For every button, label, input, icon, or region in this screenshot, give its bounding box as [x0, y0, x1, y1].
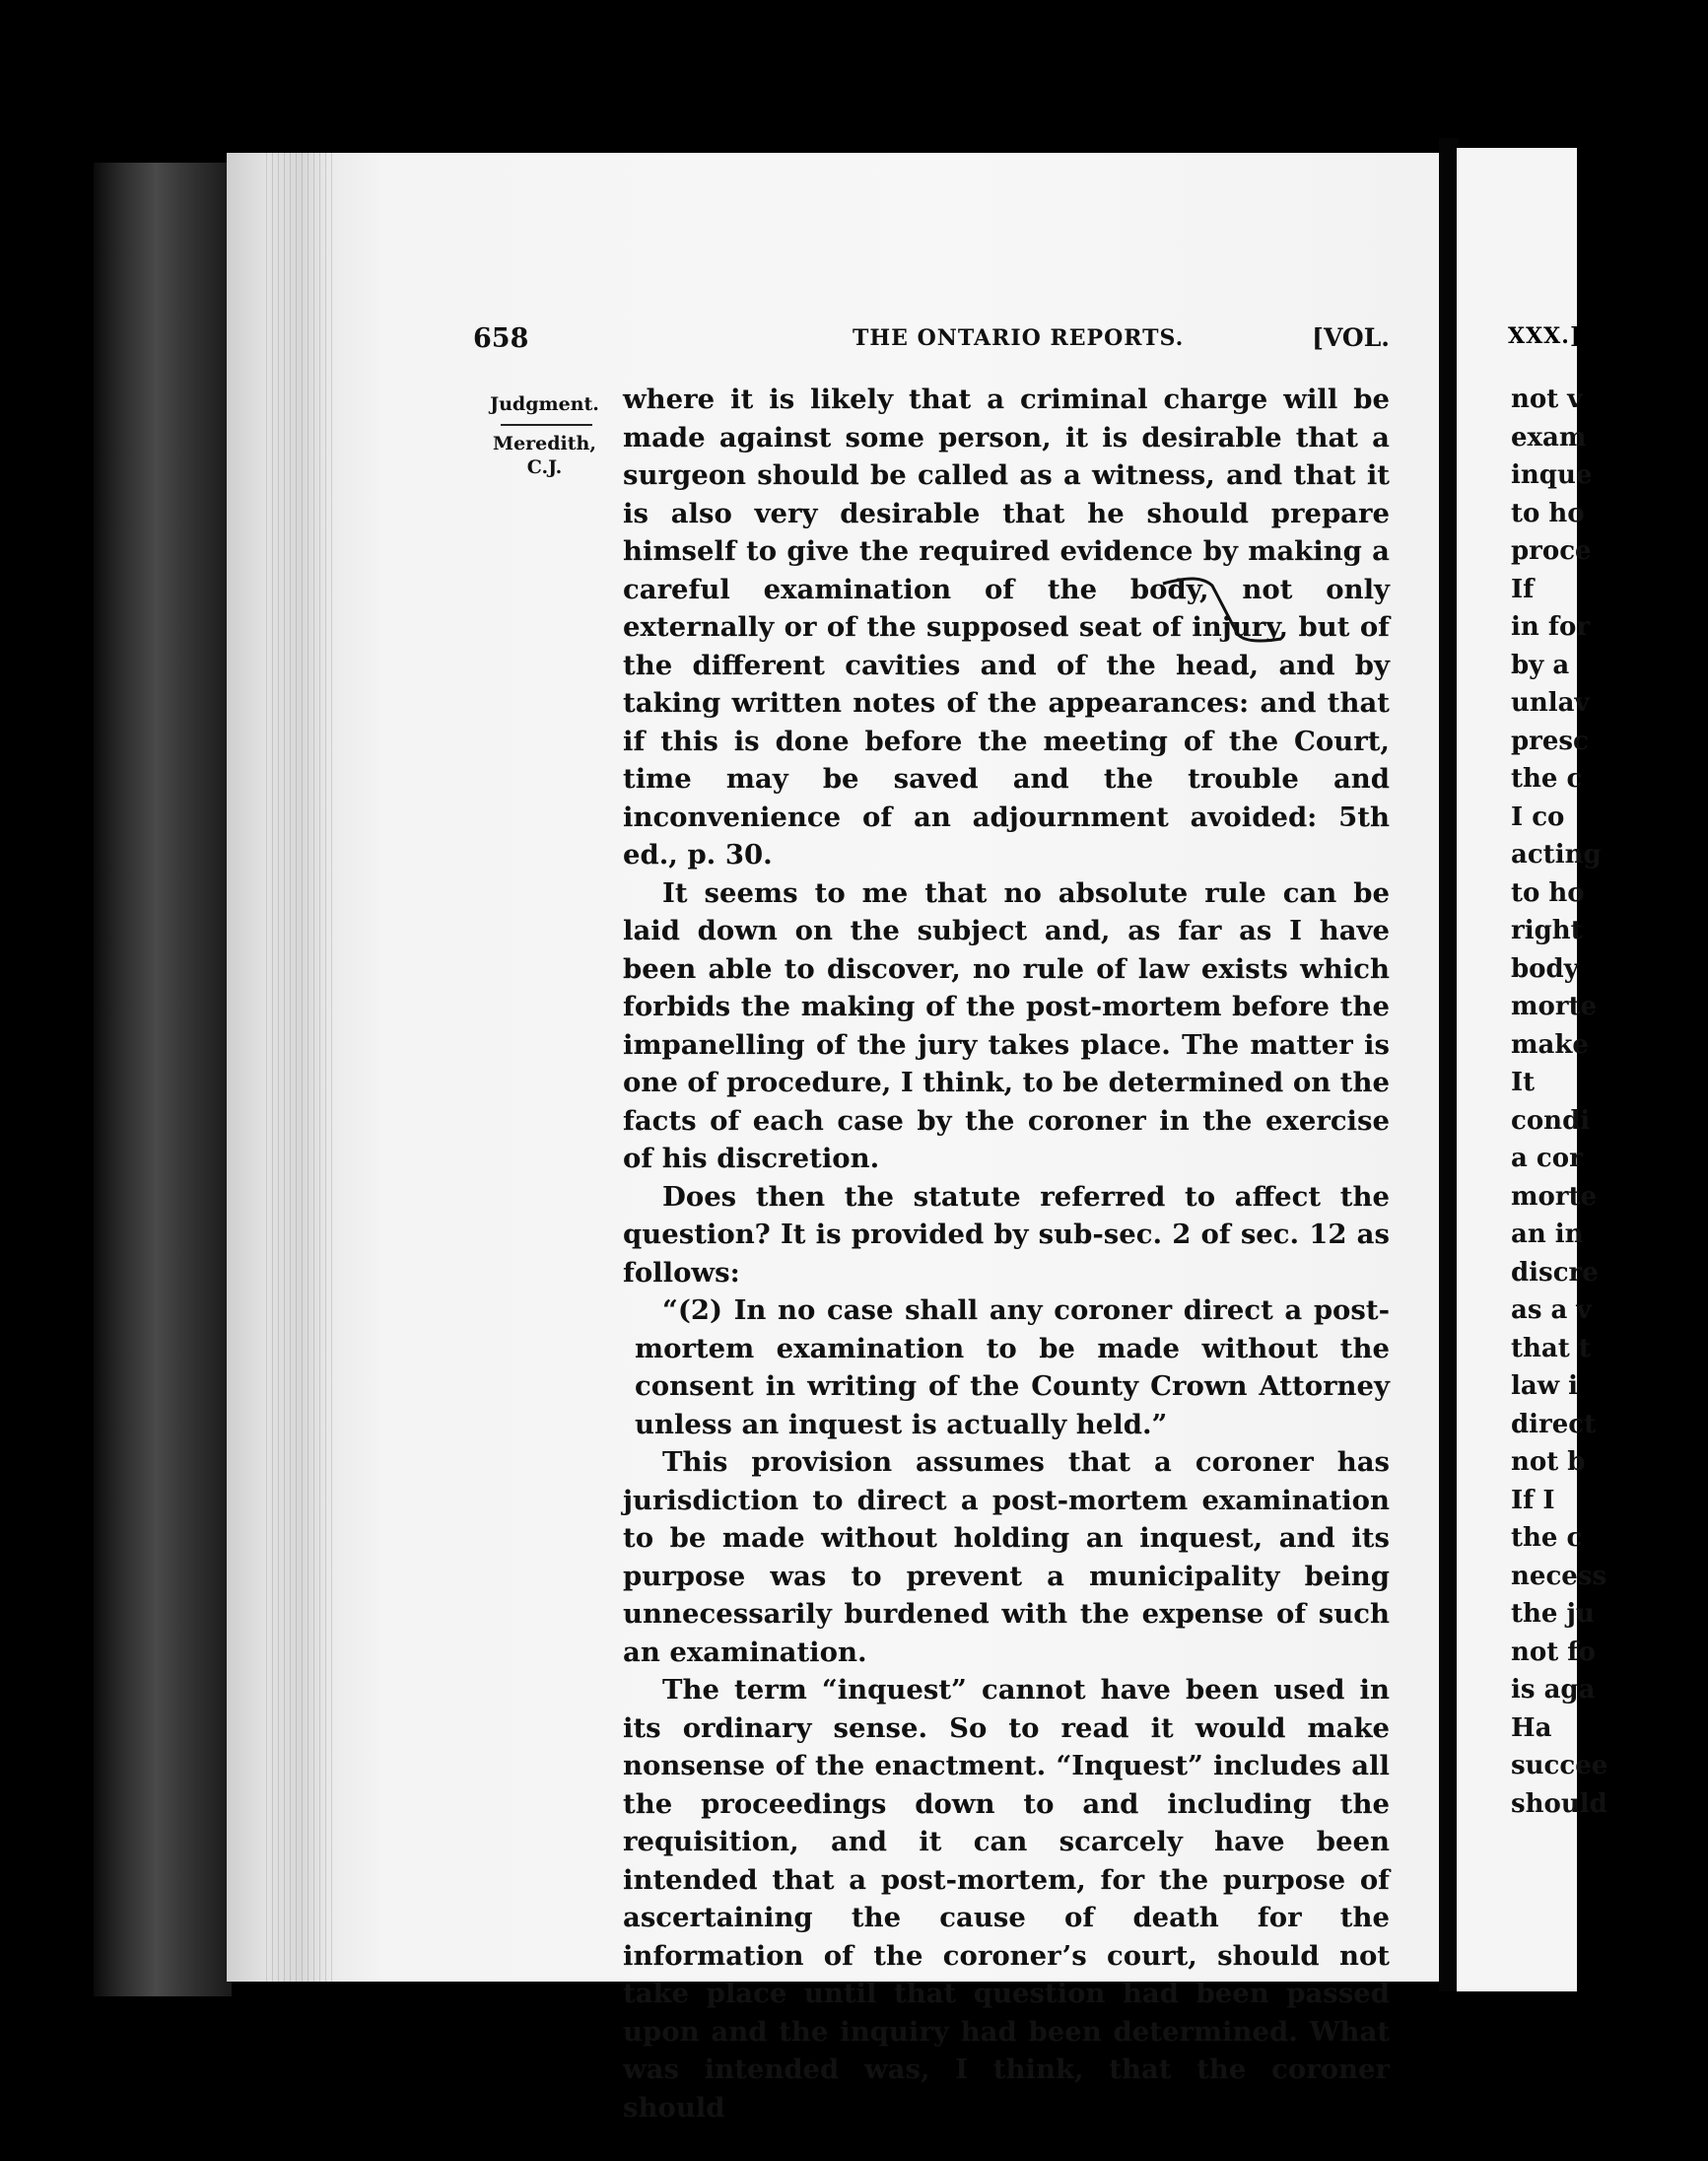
next-page-line: in for [1511, 612, 1591, 642]
right-page-fragment [1457, 148, 1608, 1991]
next-page-header: XXX.] [1508, 323, 1582, 349]
next-page-line: not v [1511, 384, 1583, 414]
next-page-line: to ho [1511, 498, 1585, 528]
running-head [473, 323, 1390, 363]
next-page-line: presc [1511, 726, 1589, 756]
page-number: 658 [473, 323, 529, 354]
next-page-line: should [1511, 1788, 1607, 1819]
next-page-line: succee [1511, 1751, 1608, 1780]
next-page-line: morte [1511, 1181, 1598, 1212]
statute-quote: “(2) In no case shall any coroner direct a post-mortem examination to be made without the consent in writing of the County Crown Attorney unless an inquest is actually held.” [635, 1294, 1390, 1440]
next-page-line: by a [1511, 650, 1570, 680]
book-edge [94, 163, 232, 1996]
next-page-line: exam [1511, 422, 1587, 453]
next-page-line: the ju [1511, 1599, 1595, 1629]
margin-judge-name: Meredith, [493, 433, 596, 454]
next-page-line: the c [1511, 1523, 1583, 1553]
next-page-line: a cor [1511, 1144, 1583, 1173]
next-page-line: to ho [1511, 877, 1585, 908]
page-gutter [1439, 138, 1459, 1991]
next-page-line: acting [1511, 840, 1602, 870]
next-page-line: not b [1511, 1447, 1586, 1477]
next-page-line: body [1511, 953, 1579, 984]
margin-notes [483, 392, 606, 479]
next-page-line: morte [1511, 992, 1598, 1021]
next-page-line: as a v [1511, 1295, 1592, 1325]
next-page-column [1511, 381, 1708, 1823]
paragraph-5: The term “inquest” cannot have been used in its ordinary sense. So to read it would make nonsense of the enactment. “Inquest” includes all the proceedings down to and including the requisition, and it can scarcely have been intended that a post-mortem, for the purpose of ascertaining the cause of death for the information of the coroner’s court, should not take place until that question had been passed upon and the inquiry had been determined. What was intended was, I think, that the coroner should [623, 1674, 1390, 2124]
next-page-line: Ha [1511, 1712, 1552, 1743]
next-page-line: direct [1511, 1409, 1597, 1439]
next-page-line: If I [1511, 1485, 1555, 1515]
margin-judgment-label: Judgment. [490, 393, 599, 415]
next-page-line: is aga [1511, 1675, 1596, 1705]
paragraph-2: It seems to me that no absolute rule can be laid down on the subject and, as far as I have been able to discover, no rule of law exists which forbids the making of the post-mortem before the impanelling of the jury takes place. The matter is one of procedure, I think, to be determined on the facts of each case by the coroner in the exercise of his discretion. [623, 876, 1390, 1174]
margin-judge-title: C.J. [526, 456, 563, 478]
page-edge-lines [266, 153, 335, 1982]
paragraph-1: where it is likely that a criminal charge will be made against some person, it is desirable that a surgeon should be called as a witness, and that it is also very desirable that he should prepare himself to give the required evidence by making a careful examination of the body, not only externally or of the supposed seat of injury, but of the different cavities and of the head, and by taking written notes of the appearances: and that if this is done before the meeting of the Court, time may be saved and the trouble and inconvenience of an adjournment avoided: 5th ed., p. 30. [623, 383, 1390, 871]
next-page-line: condi [1511, 1105, 1591, 1136]
next-page-line: proce [1511, 536, 1592, 566]
paragraph-4: This provision assumes that a coroner has jurisdiction to direct a post-mortem examination to be made without holding an inquest, and its purpose was to prevent a municipality being unnecessarily burdened with the expense of such an examination. [623, 1446, 1390, 1668]
paragraph-3: Does then the statute referred to affect the question? It is provided by sub-sec. 2 of sec. 12 as follows: [623, 1180, 1390, 1289]
next-page-line: law i [1511, 1371, 1579, 1401]
next-page-line: not fo [1511, 1637, 1596, 1667]
next-page-line: an in [1511, 1220, 1584, 1249]
next-page-line: the c [1511, 764, 1583, 794]
running-title: THE ONTARIO REPORTS. [853, 325, 1185, 351]
next-page-line: necess [1511, 1561, 1607, 1591]
margin-rule [501, 424, 592, 426]
next-page-line: unlav [1511, 688, 1590, 718]
next-page-line: that t [1511, 1333, 1591, 1363]
next-page-line: make [1511, 1029, 1589, 1060]
next-page-line: I co [1511, 802, 1565, 832]
body-text [623, 381, 1390, 2126]
next-page-line: inque [1511, 460, 1593, 490]
next-page-line: If [1511, 574, 1535, 604]
next-page-line: It [1511, 1068, 1536, 1097]
volume-label: [VOL. [1312, 323, 1390, 352]
next-page-line: right [1511, 916, 1583, 945]
next-page-line: discre [1511, 1257, 1599, 1288]
